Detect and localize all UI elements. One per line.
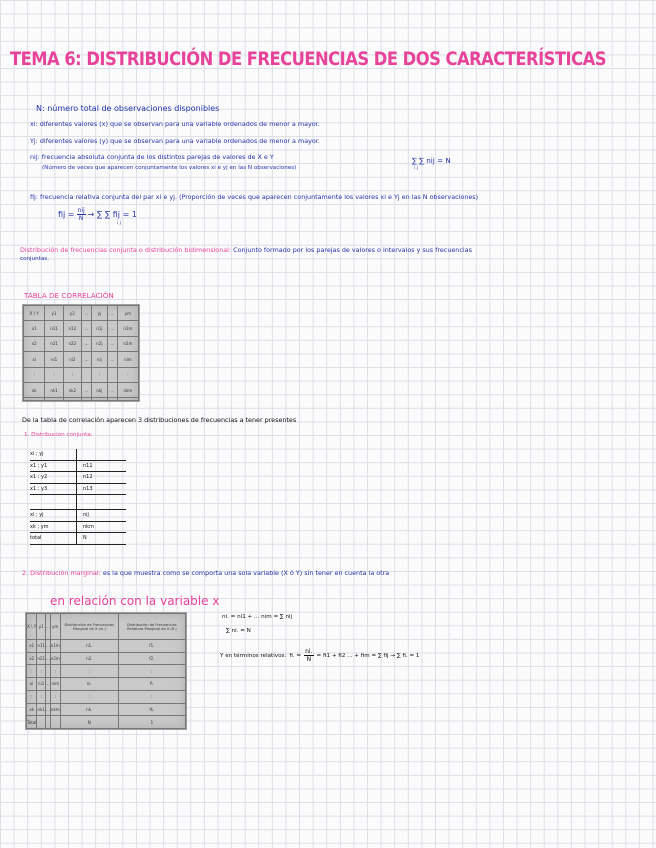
- table-row: [30, 522, 126, 534]
- table-cell: x2: [27, 652, 37, 665]
- table-cell: :: [92, 367, 107, 382]
- distribution-line: [20, 246, 472, 254]
- table-cell: n2m: [50, 652, 60, 665]
- correlation-table: [23, 305, 139, 401]
- table-cell: ni1: [37, 678, 46, 691]
- table-cell: nk.: [60, 703, 118, 716]
- table-row: [24, 336, 139, 351]
- correlation-table-photo: [22, 304, 140, 402]
- table-cell: y1: [37, 614, 46, 640]
- table-cell: x1 ; y3: [30, 485, 48, 492]
- table-cell: :: [60, 690, 118, 703]
- table-cell: n11: [45, 321, 63, 336]
- table-row: [27, 652, 186, 665]
- table-row: [27, 678, 186, 691]
- table-cell: nij: [92, 352, 107, 367]
- table-cell: ...: [45, 640, 50, 653]
- table-cell: [92, 398, 107, 401]
- table-cell: fk.: [118, 703, 185, 716]
- table-row: [24, 367, 139, 382]
- table-cell: X \ Y: [24, 306, 45, 321]
- table-cell: xi ; yj: [30, 451, 44, 458]
- table-row: [24, 321, 139, 336]
- table-cell: X \ Y: [27, 614, 37, 640]
- table-cell: :: [27, 665, 37, 678]
- table-cell: total: [30, 535, 42, 542]
- table-cell: Distribución de Frecuencias Relativas Marginal de X (fi.): [118, 614, 185, 640]
- table-cell: 1: [118, 716, 185, 729]
- def-nij-note: (Número de veces que aparecen conjuntamente los valores xi e yj en las N observaciones): [42, 165, 297, 171]
- table-cell: n22: [63, 336, 81, 351]
- table-cell: xi: [27, 678, 37, 691]
- table-row: [30, 533, 126, 545]
- fij-fraction: [77, 207, 86, 222]
- page-title: TEMA 6: DISTRIBUCIÓN DE FRECUENCIAS DE DOS CARACTERÍSTICAS: [10, 48, 606, 70]
- table-cell: ni2: [63, 352, 81, 367]
- table-cell: n2m: [117, 336, 138, 351]
- correlation-heading: TABLA DE CORRELACIÓN: [24, 291, 114, 300]
- table-cell: [107, 367, 117, 382]
- table-cell: ym: [50, 614, 60, 640]
- table-cell: x1: [27, 640, 37, 653]
- table-cell: xi: [24, 352, 45, 367]
- sum-formula-sub: i j: [414, 166, 418, 171]
- fij-denominator: N: [78, 215, 84, 222]
- table-row: [24, 382, 139, 397]
- table-cell: [76, 495, 83, 509]
- table-cell: x1 ; y1: [30, 462, 48, 469]
- table-cell: :: [50, 665, 60, 678]
- marginal-formula-1: ni. = ni1 + ... nim = ∑ nij: [222, 614, 293, 620]
- table-cell: f1.: [118, 640, 185, 653]
- table-cell: x1: [24, 321, 45, 336]
- table-cell: :: [60, 665, 118, 678]
- table-cell: [24, 398, 45, 401]
- table-cell: ...: [107, 321, 117, 336]
- table-cell: x2: [24, 336, 45, 351]
- table-cell: [50, 716, 60, 729]
- table-cell: y1: [45, 306, 63, 321]
- marginal-table-photo: [25, 612, 187, 730]
- distribution-heading: Distribución de frecuencias conjunta o distribución bidimensional:: [20, 246, 232, 254]
- def-nij: nij: frecuencia absoluta conjunta de los distintos parejas de valores de X e Y: [30, 153, 274, 161]
- table-cell: n1.: [60, 640, 118, 653]
- table-cell: :: [45, 367, 63, 382]
- table-cell: n2j: [92, 336, 107, 351]
- table-row: [30, 449, 126, 461]
- table-row: [24, 352, 139, 367]
- table-cell: [107, 398, 117, 401]
- table-cell: n11: [37, 640, 46, 653]
- table-cell: fi.: [118, 678, 185, 691]
- table-cell: ...: [81, 306, 91, 321]
- table-cell: n21: [37, 652, 46, 665]
- table-cell: nk2: [63, 382, 81, 397]
- table-row: [27, 614, 186, 640]
- table-row: [30, 510, 126, 522]
- table-cell: ni.: [60, 678, 118, 691]
- table-cell: [117, 398, 138, 401]
- table-row: [27, 703, 186, 716]
- table-cell: f2.: [118, 652, 185, 665]
- table-cell: n13: [76, 484, 93, 495]
- marginal-table: [26, 613, 186, 729]
- correlation-after-text: De la tabla de correlación aparecen 3 distribuciones de frecuencias a tener presentes: [22, 416, 297, 424]
- table-cell: Total: [27, 716, 37, 729]
- table-cell: n1j: [92, 321, 107, 336]
- table-cell: n12: [63, 321, 81, 336]
- table-cell: :: [37, 665, 46, 678]
- table-cell: xi ; yj: [30, 512, 44, 519]
- table-cell: ym: [117, 306, 138, 321]
- table-cell: xk: [24, 382, 45, 397]
- table-cell: nim: [117, 352, 138, 367]
- sum-formula: ∑ ∑ nij = N: [412, 156, 451, 165]
- fij-rhs: → ∑ ∑ fij = 1: [87, 210, 137, 219]
- table-cell: n12: [76, 472, 93, 483]
- table-cell: n21: [45, 336, 63, 351]
- table-cell: nk1: [45, 382, 63, 397]
- table-cell: n11: [76, 461, 93, 472]
- table-cell: [81, 398, 91, 401]
- table-cell: [37, 716, 46, 729]
- table-cell: xk: [27, 703, 37, 716]
- def-yj: Yj: diferentes valores (y) que se observan para una variable ordenados de menor a mayor.: [30, 137, 320, 145]
- distribution-text: Conjunto formado por los parejas de valores o intervalos y sus frecuencias: [233, 246, 472, 254]
- def-fij: fij: frecuencia relativa conjunta del par xi e yj. (Proporción de veces que aparecen conjuntamente los valores xi e Yj en las N observaciones): [30, 193, 479, 201]
- table-cell: N: [76, 533, 87, 544]
- table-cell: y2: [63, 306, 81, 321]
- marginal-f3-b: = fi1 + fi2 ... + fim = ∑ fij → ∑ fi. = 1: [316, 652, 420, 659]
- table-row: [30, 495, 126, 510]
- table-cell: ...: [81, 321, 91, 336]
- table-cell: nk1: [37, 703, 46, 716]
- table-cell: nij: [76, 510, 89, 521]
- conjunta-table: [30, 449, 126, 545]
- marginal-line: [22, 569, 389, 577]
- table-cell: :: [118, 665, 185, 678]
- marginal-formula-3: [220, 648, 419, 663]
- table-cell: [63, 398, 81, 401]
- table-cell: nkm: [50, 703, 60, 716]
- table-cell: n1m: [50, 640, 60, 653]
- table-cell: ...: [81, 382, 91, 397]
- distribution-text2: conjuntas.: [20, 256, 50, 262]
- table-cell: ...: [107, 382, 117, 397]
- table-cell: :: [50, 690, 60, 703]
- table-cell: :: [63, 367, 81, 382]
- table-cell: N: [60, 716, 118, 729]
- marginal-f3-numerator: ni.: [305, 648, 313, 655]
- table-cell: ...: [81, 336, 91, 351]
- table-cell: x1 ; y2: [30, 474, 48, 481]
- table-cell: nim: [50, 678, 60, 691]
- table-row: [30, 461, 126, 473]
- marginal-subheading: en relación con la variable x: [50, 594, 220, 608]
- table-cell: ...: [45, 614, 50, 640]
- table-cell: ...: [107, 352, 117, 367]
- table-cell: n2.: [60, 652, 118, 665]
- table-row: [24, 306, 139, 321]
- table-cell: ...: [45, 703, 50, 716]
- table-cell: xk ; ym: [30, 523, 49, 530]
- table-row: [27, 716, 186, 729]
- conjunta-heading: 1. Distribución conjunta:: [24, 432, 93, 438]
- table-cell: [45, 398, 63, 401]
- table-cell: [76, 449, 83, 460]
- table-row: [30, 472, 126, 484]
- fij-formula: [58, 207, 137, 222]
- table-cell: [81, 367, 91, 382]
- table-row: [27, 665, 186, 678]
- table-cell: ...: [45, 678, 50, 691]
- table-cell: ni1: [45, 352, 63, 367]
- fij-rhs-sub: i j: [117, 221, 121, 226]
- marginal-heading: 2. Distribución marginal:: [22, 569, 101, 577]
- table-cell: Distribución de Frecuencias Marginal de X (ni.): [60, 614, 118, 640]
- table-cell: ...: [45, 652, 50, 665]
- marginal-f3-fraction: [304, 648, 313, 663]
- table-cell: :: [27, 690, 37, 703]
- table-row: [27, 690, 186, 703]
- table-cell: :: [118, 690, 185, 703]
- def-xi: xi: diferentes valores (x) que se observan para una variable ordenados de menor a mayor.: [30, 120, 320, 128]
- table-cell: nkm: [117, 382, 138, 397]
- marginal-f3-lhs: Y en términos relativos:: [220, 652, 287, 659]
- table-cell: ...: [81, 352, 91, 367]
- table-cell: ...: [107, 306, 117, 321]
- table-cell: n1m: [117, 321, 138, 336]
- table-cell: :: [24, 367, 45, 382]
- marginal-f3-denominator: N: [306, 656, 312, 663]
- table-row: [27, 640, 186, 653]
- def-N: N: número total de observaciones disponibles: [36, 104, 220, 113]
- fij-numerator: nij: [77, 207, 85, 214]
- table-cell: ...: [107, 336, 117, 351]
- marginal-formula-2: ∑ ni. = N: [226, 628, 251, 634]
- marginal-text: es la que muestra como se comporta una sola variable (X ó Y) sin tener en cuenta la otra: [102, 569, 390, 577]
- table-row: [24, 398, 139, 401]
- table-row: [30, 484, 126, 496]
- table-cell: :: [37, 690, 46, 703]
- marginal-f3-a: fi. =: [289, 652, 302, 659]
- fij-lhs: fij =: [58, 210, 75, 219]
- table-cell: yj: [92, 306, 107, 321]
- table-cell: :: [117, 367, 138, 382]
- table-cell: nkj: [92, 382, 107, 397]
- table-cell: nkm: [76, 522, 94, 533]
